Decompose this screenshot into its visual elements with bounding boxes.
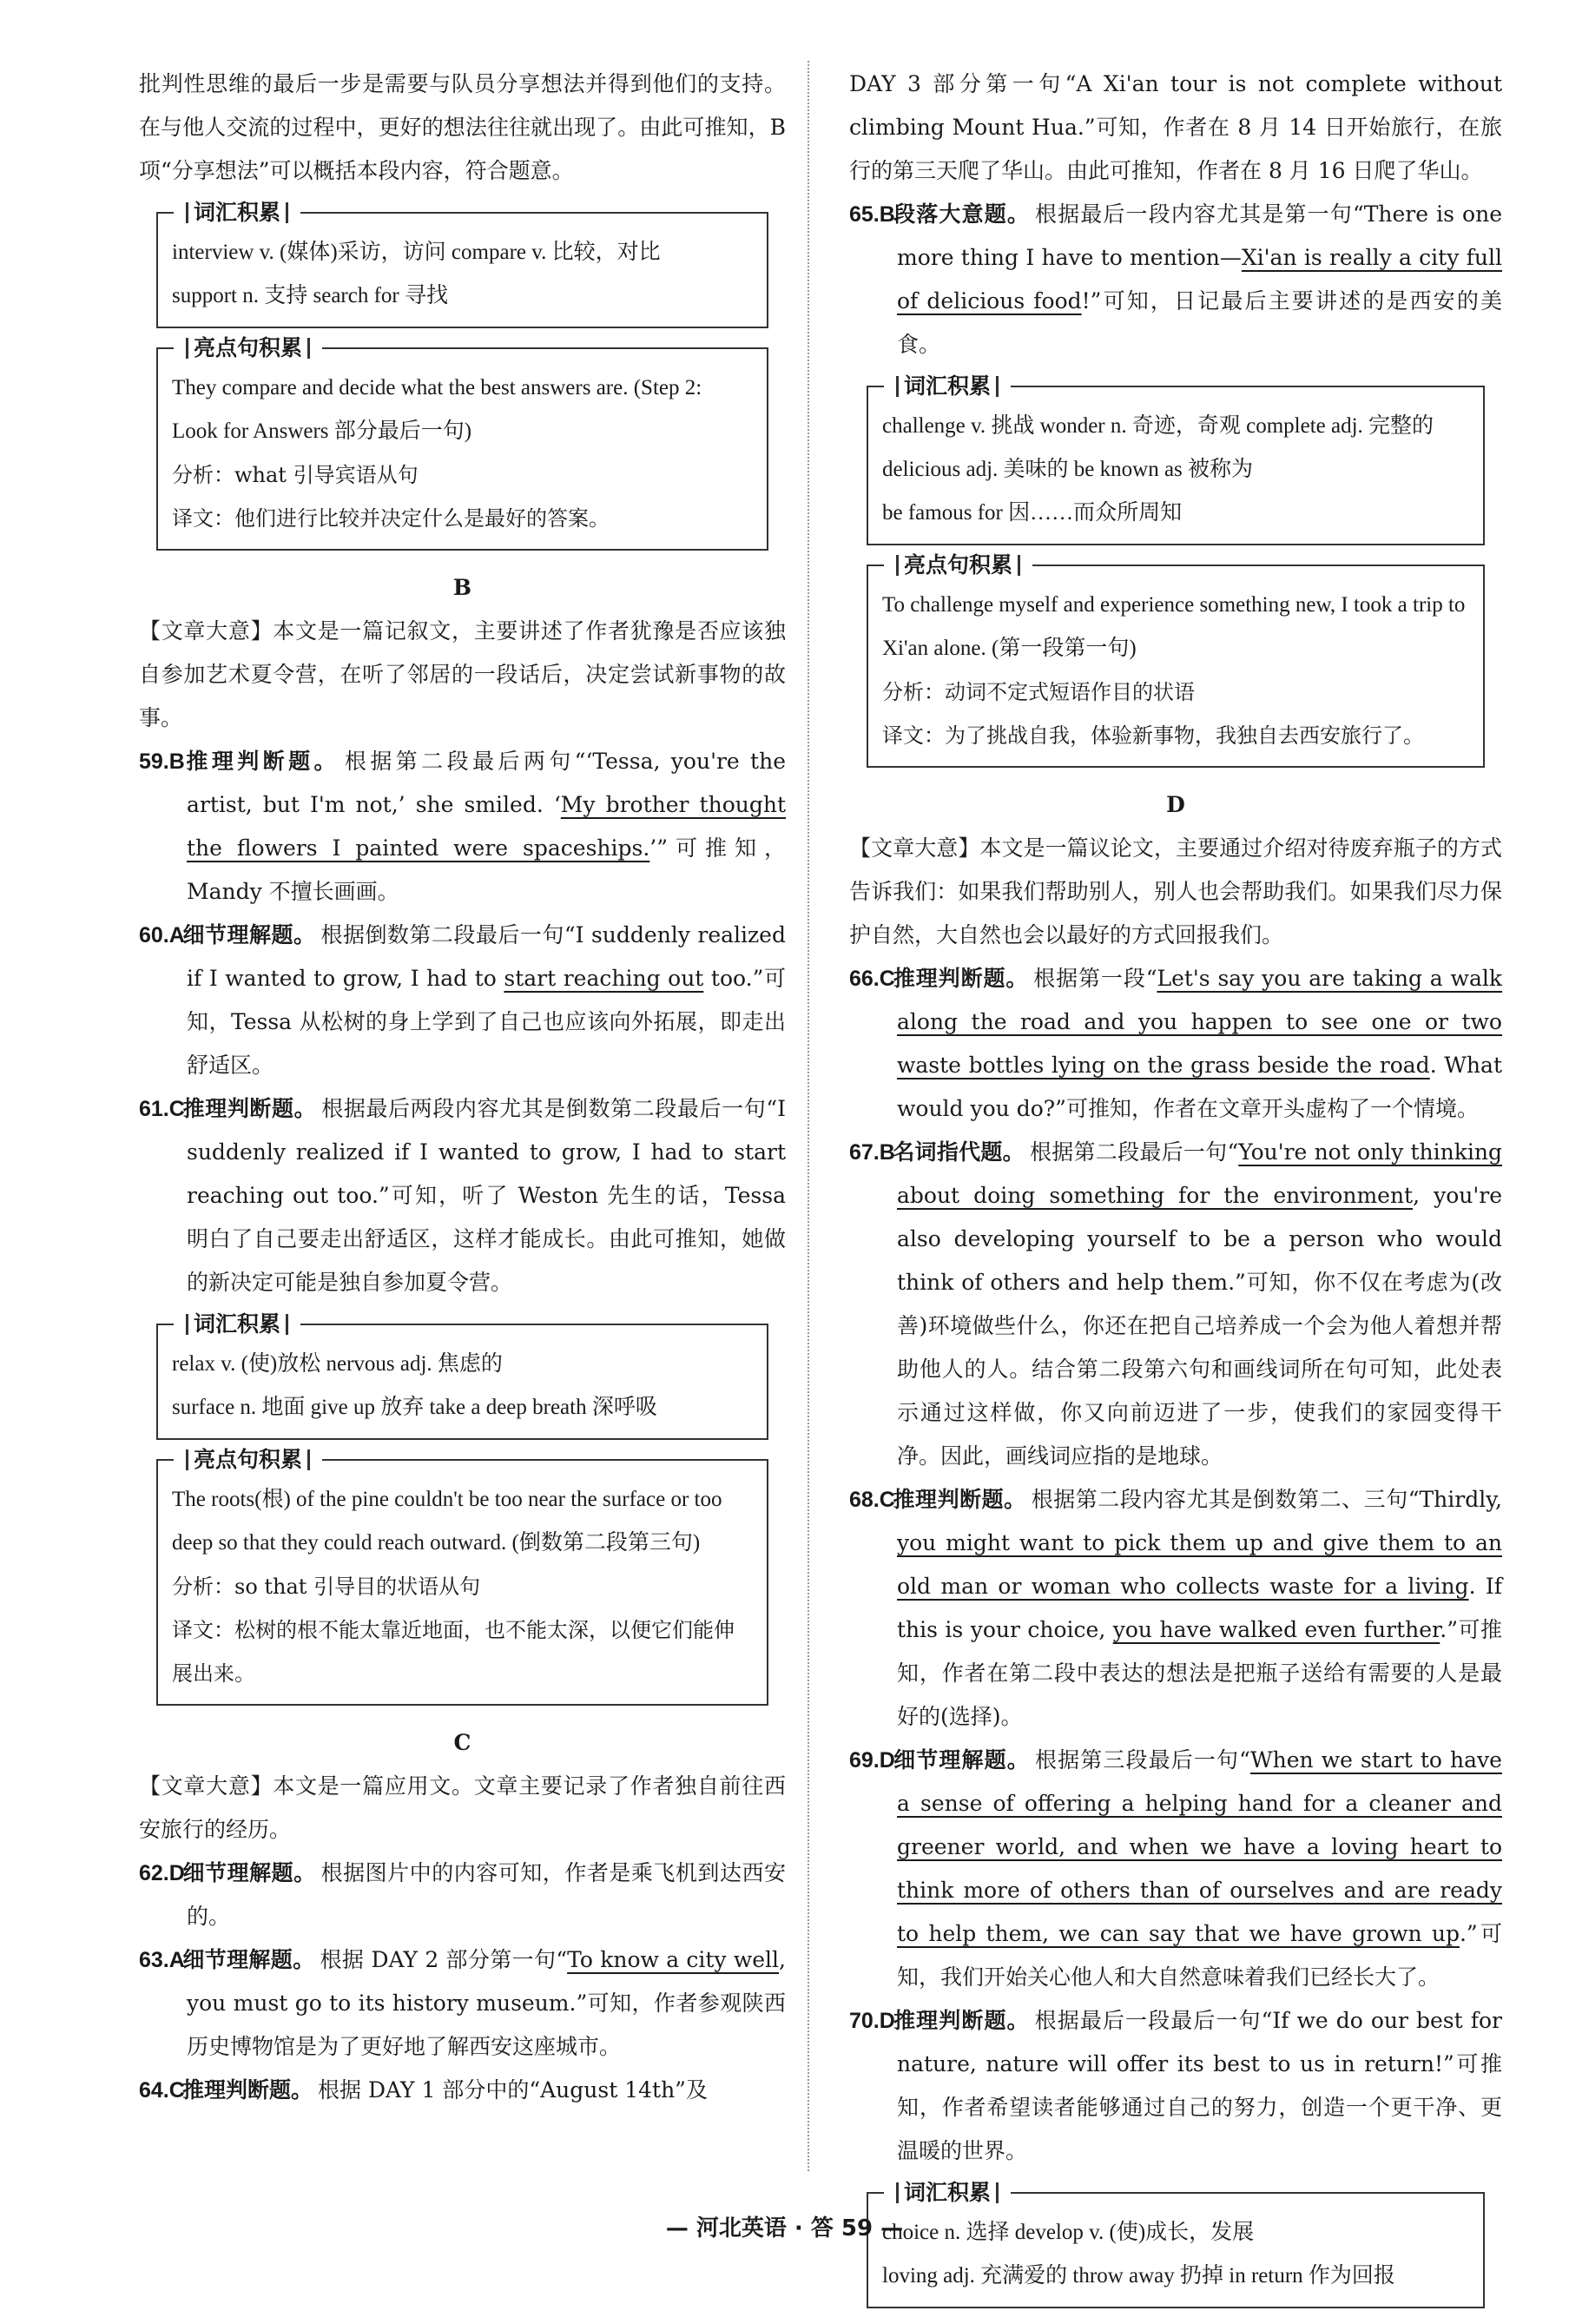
answer-60 xyxy=(139,914,786,1087)
answer-text: .”可知，我们开始关心他人和大自然意味着我们已经长大了。 xyxy=(897,1921,1502,1990)
highlight-box-1 xyxy=(156,335,768,551)
answer-text: 根据 DAY 2 部分第一句“ xyxy=(320,1947,568,1972)
page-footer: — 河北英语 · 答 59 — xyxy=(665,2215,904,2241)
question-type: 名词指代题。 xyxy=(893,1140,1025,1165)
answer-text: 根据最后一段内容尤其是第一句“There is one more thing I have to mention— xyxy=(897,201,1502,270)
highlight-box-title: 亮点句积累 xyxy=(174,333,322,363)
vocab-box-1 xyxy=(156,200,768,328)
highlight-translation: 译文：为了挑战自我，体验新事物，我独自去西安旅行了。 xyxy=(882,723,1424,748)
highlight-analysis: 分析：what 引导宾语从句 xyxy=(172,463,419,487)
highlight-analysis: 分析：so that 引导目的状语从句 xyxy=(172,1575,481,1599)
question-type: 段落大意题。 xyxy=(893,202,1030,227)
question-type: 细节理解题。 xyxy=(182,923,316,947)
question-type: 细节理解题。 xyxy=(182,1948,315,1972)
answer-text: 根据最后一段最后一句“If we do our best for nature, nature will offer its best to us in return!”可推知，作者希望读者能够通过自己的努力，创造一个更干净、更温暖的世界。 xyxy=(897,2008,1502,2163)
answer-62 xyxy=(139,1852,786,1938)
highlight-sentence: They compare and decide what the best answers are. (Step 2: Look for Answers 部分最后一句) xyxy=(172,376,702,443)
answer-text: 根据第一段“ xyxy=(1033,966,1157,991)
section-c-heading: C xyxy=(453,1730,471,1755)
vocab-line: interview v. (媒体)采访，访问 compare v. 比较，对比 xyxy=(172,241,661,264)
highlight-sentence: To challenge myself and experience something new, I took a trip to Xi'an alone. (第一段第一句) xyxy=(882,593,1466,660)
answer-66 xyxy=(849,957,1502,1131)
answer-text: 根据最后两段内容尤其是倒数第二段最后一句“I suddenly realized if I wanted to grow, I had to start reaching out too.”可知，听了 Weston 先生的话，Tessa 明白了自己要走出舒适区，这样才能成长。由此可推知，她做的新决定可能是独自参加夏令营。 xyxy=(187,1096,786,1295)
vocab-line: be famous for 因……而众所周知 xyxy=(882,501,1183,525)
highlight-translation: 译文：松树的根不能太靠近地面，也不能太深，以便它们能伸展出来。 xyxy=(172,1618,735,1686)
right-column xyxy=(849,63,1502,2324)
answer-text: 根据第三段最后一句“ xyxy=(1034,1747,1250,1773)
answer-number: 61.C xyxy=(139,1097,185,1121)
vocab-box-3 xyxy=(867,373,1485,545)
answer-text: 根据第二段最后两句“‘Tessa, you're the artist, but I'm not,’ she smiled. ‘ xyxy=(187,749,786,817)
answer-number: 62.D xyxy=(139,1861,185,1885)
b-summary: 【文章大意】本文是一篇记叙文，主要讲述了作者犹豫是否应该独自参加艺术夏令营，在听了邻居的一段话后，决定尝试新事物的故事。 xyxy=(139,618,786,730)
highlight-box-title: 亮点句积累 xyxy=(884,551,1032,580)
highlight-analysis: 分析：动词不定式短语作目的状语 xyxy=(882,680,1195,704)
answer-text: . What would you do?”可推知，作者在文章开头虚构了一个情境。 xyxy=(897,1053,1502,1121)
vocab-line: surface n. 地面 give up 放弃 take a deep breath 深呼吸 xyxy=(172,1396,657,1419)
question-type: 推理判断题。 xyxy=(893,1488,1026,1512)
vocab-box-2 xyxy=(156,1311,768,1440)
vocab-box-title: 词汇积累 xyxy=(884,2178,1011,2208)
underlined-quote: To know a city well xyxy=(567,1947,780,1972)
vocab-line: delicious adj. 美味的 be known as 被称为 xyxy=(882,458,1254,481)
section-d-heading: D xyxy=(1166,792,1185,817)
answer-text: , you must go to its history museum.”可知，作者参观陕西历史博物馆是为了更好地了解西安这座城市。 xyxy=(187,1947,786,2059)
answer-64 xyxy=(139,2069,786,2112)
answer-text: 根据 DAY 1 部分中的“August 14th”及 xyxy=(318,2077,708,2103)
answer-number: 66.C xyxy=(849,967,895,991)
answer-68 xyxy=(849,1478,1502,1739)
answer-text: 根据图片中的内容可知，作者是乘飞机到达西安的。 xyxy=(187,1860,786,1929)
highlight-box-title: 亮点句积累 xyxy=(174,1445,322,1475)
answer-63 xyxy=(139,1938,786,2069)
vocab-box-title: 词汇积累 xyxy=(174,198,300,228)
underlined-quote: When we start to have a sense of offering a helping hand for a cleaner and greener world, and when we have a loving heart to think more of others than of ourselves and are ready to help them, we can say that we have grown up xyxy=(897,1747,1502,1946)
answer-64-continued: DAY 3 部分第一句“A Xi'an tour is not complete without climbing Mount Hua.”可知，作者在 8 月 14 日开始旅行，在旅行的第三天爬了华山。由此可推知，作者在 8 月 16 日爬了华山。 xyxy=(849,71,1502,183)
column-divider xyxy=(808,61,809,2171)
answer-number: 69.D xyxy=(849,1748,895,1773)
answer-text: 根据第二段内容尤其是倒数第二、三句“Thirdly, xyxy=(1031,1487,1502,1512)
answer-69 xyxy=(849,1739,1502,1999)
highlight-box-2 xyxy=(156,1447,768,1706)
question-type: 推理判断题。 xyxy=(893,967,1029,991)
underlined-quote: My brother thought the flowers I painted were spaceships. xyxy=(187,792,786,861)
highlight-sentence: The roots(根) of the pine couldn't be too near the surface or too deep so that they could reach outward. (倒数第二段第三句) xyxy=(172,1488,722,1555)
vocab-line: loving adj. 充满爱的 throw away 扔掉 in return 作为回报 xyxy=(882,2264,1395,2288)
vocab-box-title: 词汇积累 xyxy=(884,372,1011,401)
underlined-quote: start reaching out xyxy=(504,966,704,991)
answer-number: 63.A xyxy=(139,1948,185,1972)
vocab-line: challenge v. 挑战 wonder n. 奇迹，奇观 complete adj. 完整的 xyxy=(882,414,1434,438)
underlined-quote: Let's say you are taking a walk along the road and you happen to see one or two waste bottles lying on the grass beside the road xyxy=(897,966,1502,1078)
answer-text: too.”可知，Tessa 从松树的身上学到了自己也应该向外拓展，即走出舒适区。 xyxy=(187,966,786,1078)
question-type: 细节理解题。 xyxy=(182,1861,316,1885)
vocab-line: support n. 支持 search for 寻找 xyxy=(172,284,448,307)
question-type: 细节理解题。 xyxy=(893,1748,1030,1773)
underlined-quote: you might want to pick them up and give them to an old man or woman who collects waste for a living xyxy=(897,1530,1502,1599)
underlined-quote: Xi'an is really a city full of delicious food xyxy=(897,245,1502,314)
answer-70 xyxy=(849,1999,1502,2173)
highlight-translation: 译文：他们进行比较并决定什么是最好的答案。 xyxy=(172,506,610,531)
answer-text: , you're also developing yourself to be a person who would think of others and help them.”可知，你不仅在考虑为(改善)环境做些什么，你还在把自己培养成一个会为他人着想并帮助他人的人。结合第二段第六句和画线词所在句可知，此处表示通过这样做，你又向前迈进了一步，使我们的家园变得干净。因此，画线词应指的是地球。 xyxy=(897,1183,1502,1469)
question-type: 推理判断题。 xyxy=(893,2009,1030,2033)
answer-59 xyxy=(139,740,786,914)
answer-61 xyxy=(139,1087,786,1304)
answer-number: 68.C xyxy=(849,1488,895,1512)
question-type: 推理判断题。 xyxy=(182,749,340,774)
vocab-line: choice n. 选择 develop v. (使)成长，发展 xyxy=(882,2221,1255,2244)
answer-number: 64.C xyxy=(139,2078,185,2103)
vocab-box-title: 词汇积累 xyxy=(174,1310,300,1339)
answer-text: !”可知，日记最后主要讲述的是西安的美食。 xyxy=(897,288,1502,357)
answer-text: 根据第二段最后一句“ xyxy=(1029,1139,1239,1165)
question-type: 推理判断题。 xyxy=(182,1097,317,1121)
answer-number: 59.B xyxy=(139,749,185,774)
underlined-quote: You're not only thinking about doing something for the environment xyxy=(897,1139,1502,1208)
answer-67 xyxy=(849,1131,1502,1478)
d-summary: 【文章大意】本文是一篇议论文，主要通过介绍对待废弃瓶子的方式告诉我们：如果我们帮助别人，别人也会帮助我们。如果我们尽力保护自然，大自然也会以最好的方式回报我们。 xyxy=(849,835,1502,947)
c-summary: 【文章大意】本文是一篇应用文。文章主要记录了作者独自前往西安旅行的经历。 xyxy=(139,1773,786,1842)
answer-number: 67.B xyxy=(849,1140,895,1165)
answer-65 xyxy=(849,193,1502,366)
vocab-line: relax v. (使)放松 nervous adj. 焦虑的 xyxy=(172,1352,503,1376)
intro-paragraph: 批判性思维的最后一步是需要与队员分享想法并得到他们的支持。在与他人交流的过程中，更好的想法往往就出现了。由此可推知，B项“分享想法”可以概括本段内容，符合题意。 xyxy=(139,71,786,183)
answer-number: 60.A xyxy=(139,923,185,947)
left-column xyxy=(139,63,786,2112)
answer-text: 根据倒数第二段最后一句“I suddenly realized if I wanted to grow, I had to xyxy=(187,922,786,991)
underlined-quote: you have walked even further xyxy=(1112,1617,1440,1642)
section-b-heading: B xyxy=(452,575,472,600)
answer-number: 70.D xyxy=(849,2009,895,2033)
answer-text: . If this is your choice, xyxy=(897,1574,1502,1642)
answer-number: 65.B xyxy=(849,202,895,227)
answer-text: ’”可推知，Mandy 不擅长画画。 xyxy=(187,835,787,904)
answer-text: .”可推知，作者在第二段中表达的想法是把瓶子送给有需要的人是最好的(选择)。 xyxy=(897,1617,1503,1729)
question-type: 推理判断题。 xyxy=(182,2078,313,2103)
highlight-box-3 xyxy=(867,552,1485,768)
